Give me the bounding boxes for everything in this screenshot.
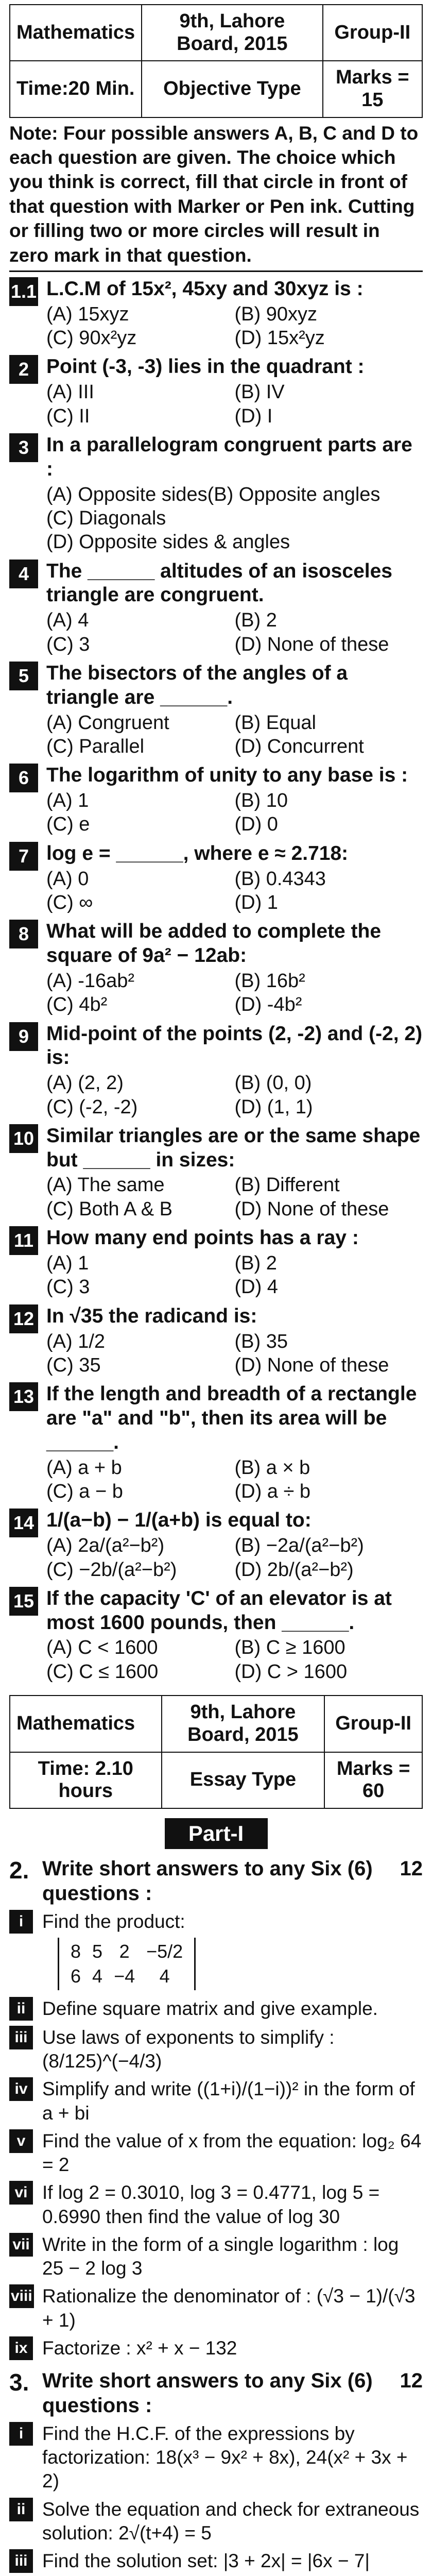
mcq-option: (C) 3	[46, 633, 90, 655]
mcq-options	[46, 1071, 423, 1119]
mcq-number: 15	[9, 1587, 38, 1616]
divider	[9, 270, 423, 272]
mcq-option: (A) C < 1600	[46, 1637, 158, 1659]
matrix-cell: 2	[119, 1940, 130, 1962]
mcq-option: (A) III	[46, 381, 94, 403]
mcq-option: (A) (2, 2)	[46, 1072, 124, 1094]
mcq-option: (D) 1	[234, 891, 278, 913]
matrix-wrap	[9, 1935, 423, 1993]
question-roman-number: vi	[9, 2181, 33, 2205]
mcq-question: 1/(a−b) − 1/(a+b) is equal to:	[46, 1509, 312, 1532]
mcq-option: (C) C ≤ 1600	[46, 1660, 159, 1683]
question-text: Find the value of x from the equation: log₂ 64 = 2	[42, 2130, 422, 2176]
short-question	[9, 2181, 423, 2229]
mcq-option: (C) −2b/(a²−b²)	[46, 1558, 177, 1581]
mcq-item	[9, 920, 423, 1016]
mcq-item	[9, 1304, 423, 1378]
note-text: Four possible answers A, B, C and D to each question are given. The choice which you think is correct, fill that circle in front of that question with Marker or Pen ink. Cutting or filling two or more circles will result in zero mark in that question.	[9, 122, 419, 266]
mcq-item	[9, 1226, 423, 1299]
question-text: Use laws of exponents to simplify : (8/125)^(−4/3)	[42, 2026, 335, 2072]
mcq-option: (C) 90x²yz	[46, 327, 137, 349]
mcq-option: (D) Concurrent	[234, 735, 364, 757]
subject: Mathematics	[10, 1696, 162, 1752]
mcq-list	[9, 277, 423, 1684]
question-3-heading	[9, 2368, 423, 2418]
group: Group-II	[323, 5, 422, 61]
subject: Mathematics	[10, 5, 142, 61]
paper-type: Essay Type	[162, 1752, 325, 1808]
mcq-option: (C) 35	[46, 1354, 101, 1376]
mcq-item	[9, 433, 423, 554]
mcq-option: (A) 1	[46, 790, 89, 812]
mcq-item	[9, 662, 423, 758]
time: Time:20 Min.	[10, 61, 142, 117]
mcq-number: 12	[9, 1304, 38, 1333]
mcq-options	[46, 1251, 423, 1299]
mcq-question: The bisectors of the angles of a triangle are ______.	[46, 662, 348, 708]
mcq-question: Similar triangles are or the same shape but ______ in sizes:	[46, 1124, 421, 1171]
question-roman-number: vii	[9, 2233, 33, 2257]
question-roman-number: iii	[9, 2549, 33, 2573]
note-label: Note:	[9, 122, 58, 144]
mcq-item	[9, 1587, 423, 1684]
matrix-product	[58, 1938, 196, 1990]
mcq-item	[9, 1022, 423, 1119]
question-roman-number: ix	[9, 2336, 33, 2360]
mcq-number: 7	[9, 842, 38, 871]
mcq-option: (C) ∞	[46, 891, 93, 913]
mcq-options	[46, 711, 423, 759]
mcq-option: (C) 3	[46, 1276, 90, 1298]
mcq-number: 13	[9, 1382, 38, 1411]
mcq-option: (B) 16b²	[234, 970, 305, 992]
part-one-label: Part-I	[165, 1818, 268, 1849]
mcq-option: (D) 4	[234, 1276, 278, 1298]
matrix-cell: 4	[159, 1965, 170, 1987]
mcq-question: The ______ altitudes of an isosceles triangle are congruent.	[46, 560, 392, 606]
question-marks: 12	[400, 2369, 423, 2392]
mcq-option: (D) 2b/(a²−b²)	[234, 1558, 354, 1581]
short-question	[9, 2422, 423, 2494]
mcq-item	[9, 355, 423, 428]
mcq-option: (D) 15x²yz	[234, 327, 325, 349]
mcq-item	[9, 842, 423, 915]
mcq-question: The logarithm of unity to any base is :	[46, 764, 408, 787]
mcq-number: 2	[9, 355, 38, 384]
question-3-list	[9, 2422, 423, 2576]
mcq-option: (A) 1/2	[46, 1330, 106, 1352]
mcq-options	[46, 483, 423, 554]
mcq-option: (A) 4	[46, 609, 89, 632]
mcq-option: (A) 1	[46, 1252, 89, 1274]
matrix-row	[65, 1964, 188, 1988]
mcq-question: If the length and breadth of a rectangle are "a" and "b", then its area will be ______.	[46, 1383, 417, 1453]
question-instruction: Write short answers to any Six (6) questions :	[42, 1857, 373, 1905]
mcq-number: 1.1	[9, 277, 38, 306]
question-roman-number: iv	[9, 2077, 33, 2101]
mcq-number: 9	[9, 1022, 38, 1051]
mcq-options	[46, 789, 423, 837]
mcq-item	[9, 1382, 423, 1503]
question-roman-number: i	[9, 1910, 33, 1934]
mcq-option: (A) a + b	[46, 1456, 122, 1479]
mcq-options	[46, 1456, 423, 1504]
short-question	[9, 2233, 423, 2281]
mcq-option: (D) I	[234, 405, 273, 427]
question-2-list	[9, 1910, 423, 2361]
short-question	[9, 2336, 423, 2361]
question-roman-number: i	[9, 2422, 33, 2446]
mcq-option: (A) 0	[46, 868, 89, 890]
matrix-cell: 5	[92, 1940, 103, 1962]
mcq-options	[46, 867, 423, 915]
mcq-option: (A) The same	[46, 1174, 165, 1196]
marks: Marks = 60	[324, 1752, 422, 1808]
question-marks: 12	[400, 1857, 423, 1880]
matrix-cell: 4	[92, 1965, 103, 1987]
matrix-cell: −4	[114, 1965, 135, 1987]
mcq-option: (B) a × b	[234, 1456, 310, 1479]
mcq-number: 6	[9, 764, 38, 792]
question-roman-number: ii	[9, 1997, 33, 2021]
marks: Marks = 15	[323, 61, 422, 117]
mcq-question: log e = ______, where e ≈ 2.718:	[46, 842, 349, 865]
short-question	[9, 1910, 423, 1935]
mcq-option: (C) 4b²	[46, 994, 108, 1016]
mcq-number: 5	[9, 662, 38, 690]
mcq-question: Mid-point of the points (2, -2) and (-2, 2) is:	[46, 1022, 423, 1069]
question-roman-number: viii	[9, 2284, 34, 2308]
mcq-option: (B) 2	[234, 609, 277, 632]
mcq-option: (B) (0, 0)	[234, 1072, 312, 1094]
question-roman-number: ii	[9, 2498, 33, 2521]
board: 9th, Lahore Board, 2015	[162, 1696, 325, 1752]
mcq-option: (B) 0.4343	[234, 868, 326, 890]
paper-type: Objective Type	[142, 61, 322, 117]
mcq-item	[9, 1124, 423, 1221]
question-roman-number: iii	[9, 2026, 33, 2049]
mcq-option: (D) 0	[234, 814, 278, 836]
short-question	[9, 2284, 423, 2332]
question-text: If log 2 = 0.3010, log 3 = 0.4771, log 5 = 0.6990 then find the value of log 30	[42, 2182, 380, 2227]
mcq-number: 4	[9, 560, 38, 588]
mcq-option: (A) 2a/(a²−b²)	[46, 1535, 165, 1557]
mcq-number: 14	[9, 1509, 38, 1537]
mcq-option: (C) Both A & B	[46, 1198, 172, 1220]
objective-note	[9, 121, 423, 267]
mcq-option: (B) 10	[234, 790, 288, 812]
mcq-item	[9, 560, 423, 656]
question-text: Factorize : x² + x − 132	[42, 2337, 237, 2359]
mcq-question: L.C.M of 15x², 45xy and 30xyz is :	[46, 277, 364, 300]
short-question	[9, 2498, 423, 2546]
question-text: Rationalize the denominator of : (√3 − 1)/(√3 + 1)	[42, 2285, 416, 2331]
mcq-question: Point (-3, -3) lies in the quadrant :	[46, 355, 365, 378]
mcq-option: (D) (1, 1)	[234, 1096, 313, 1118]
group: Group-II	[324, 1696, 422, 1752]
question-text: Find the product:	[42, 1910, 185, 1932]
question-text: Define square matrix and give example.	[42, 1997, 378, 2019]
short-question	[9, 2549, 423, 2574]
matrix-row	[65, 1940, 188, 1963]
question-text: Simplify and write ((1+i)/(1−i))² in the form of a + bi	[42, 2078, 415, 2124]
essay-header	[9, 1695, 423, 1809]
mcq-option: (D) a ÷ b	[234, 1480, 311, 1502]
mcq-option: (C) Diagonals	[46, 507, 166, 529]
mcq-option: (C) II	[46, 405, 90, 427]
mcq-question: In a parallelogram congruent parts are :	[46, 433, 412, 480]
exam-page	[9, 0, 423, 2576]
mcq-number: 11	[9, 1226, 38, 1255]
board: 9th, Lahore Board, 2015	[142, 5, 322, 61]
mcq-question: What will be added to complete the square of 9a² − 12ab:	[46, 920, 382, 967]
question-number: 2.	[9, 1856, 29, 1884]
question-text: Find the H.C.F. of the expressions by factorization: 18(x³ − 9x² + 8x), 24(x² + 3x + 2)	[42, 2422, 408, 2492]
mcq-question: If the capacity 'C' of an elevator is at most 1600 pounds, then ______.	[46, 1587, 392, 1634]
mcq-item	[9, 764, 423, 837]
mcq-option: (A) 15xyz	[46, 303, 129, 325]
mcq-option: (C) (-2, -2)	[46, 1096, 138, 1118]
mcq-option: (B) 90xyz	[234, 303, 317, 325]
short-question	[9, 2026, 423, 2074]
mcq-option: (C) Parallel	[46, 735, 145, 757]
mcq-question: In √35 the radicand is:	[46, 1304, 257, 1327]
mcq-option: (A) -16ab²	[46, 970, 135, 992]
mcq-number: 10	[9, 1124, 38, 1153]
short-question	[9, 1997, 423, 2022]
question-text: Find the solution set: |3 + 2x| = |6x − 7|	[42, 2550, 370, 2572]
mcq-option: (D) None of these	[234, 633, 389, 655]
mcq-options	[46, 1534, 423, 1582]
matrix-cell: 8	[71, 1940, 81, 1962]
matrix-cell: 6	[71, 1965, 81, 1987]
mcq-options	[46, 1173, 423, 1221]
question-2-heading	[9, 1856, 423, 1906]
mcq-option: (B) IV	[234, 381, 285, 403]
question-instruction: Write short answers to any Six (6) questions :	[42, 2369, 373, 2417]
mcq-question: How many end points has a ray :	[46, 1227, 359, 1249]
mcq-option: (D) None of these	[234, 1354, 389, 1376]
short-question	[9, 2077, 423, 2125]
question-text: Solve the equation and check for extraneous solution: 2√(t+4) = 5	[42, 2498, 420, 2544]
mcq-number: 3	[9, 433, 38, 462]
short-question	[9, 2129, 423, 2177]
mcq-option: (B) 35	[234, 1330, 288, 1352]
mcq-options	[46, 969, 423, 1017]
mcq-option: (D) Opposite sides & angles	[46, 531, 290, 553]
mcq-option: (D) -4b²	[234, 994, 302, 1016]
objective-header	[9, 4, 423, 118]
mcq-options	[46, 380, 423, 428]
mcq-number: 8	[9, 920, 38, 948]
matrix-cell: −5/2	[146, 1940, 183, 1962]
mcq-options	[46, 608, 423, 656]
mcq-option: (B) −2a/(a²−b²)	[234, 1535, 364, 1557]
mcq-option: (A) Congruent	[46, 711, 169, 734]
mcq-option: (C) a − b	[46, 1480, 123, 1502]
mcq-item	[9, 277, 423, 350]
mcq-option: (C) e	[46, 814, 90, 836]
mcq-option: (D) C > 1600	[234, 1660, 348, 1683]
mcq-option: (B) C ≥ 1600	[234, 1637, 345, 1659]
mcq-item	[9, 1509, 423, 1582]
question-roman-number: v	[9, 2129, 33, 2153]
time: Time: 2.10 hours	[10, 1752, 162, 1808]
mcq-option: (B) 2	[234, 1252, 277, 1274]
mcq-options	[46, 1636, 423, 1684]
mcq-options	[46, 302, 423, 350]
question-number: 3.	[9, 2368, 29, 2396]
mcq-options	[46, 1330, 423, 1378]
question-text: Write in the form of a single logarithm : log 25 − 2 log 3	[42, 2233, 399, 2279]
mcq-option: (A) Opposite sides(B) Opposite angles	[46, 483, 381, 505]
mcq-option: (D) None of these	[234, 1198, 389, 1220]
mcq-option: (B) Equal	[234, 711, 316, 734]
mcq-option: (B) Different	[234, 1174, 340, 1196]
